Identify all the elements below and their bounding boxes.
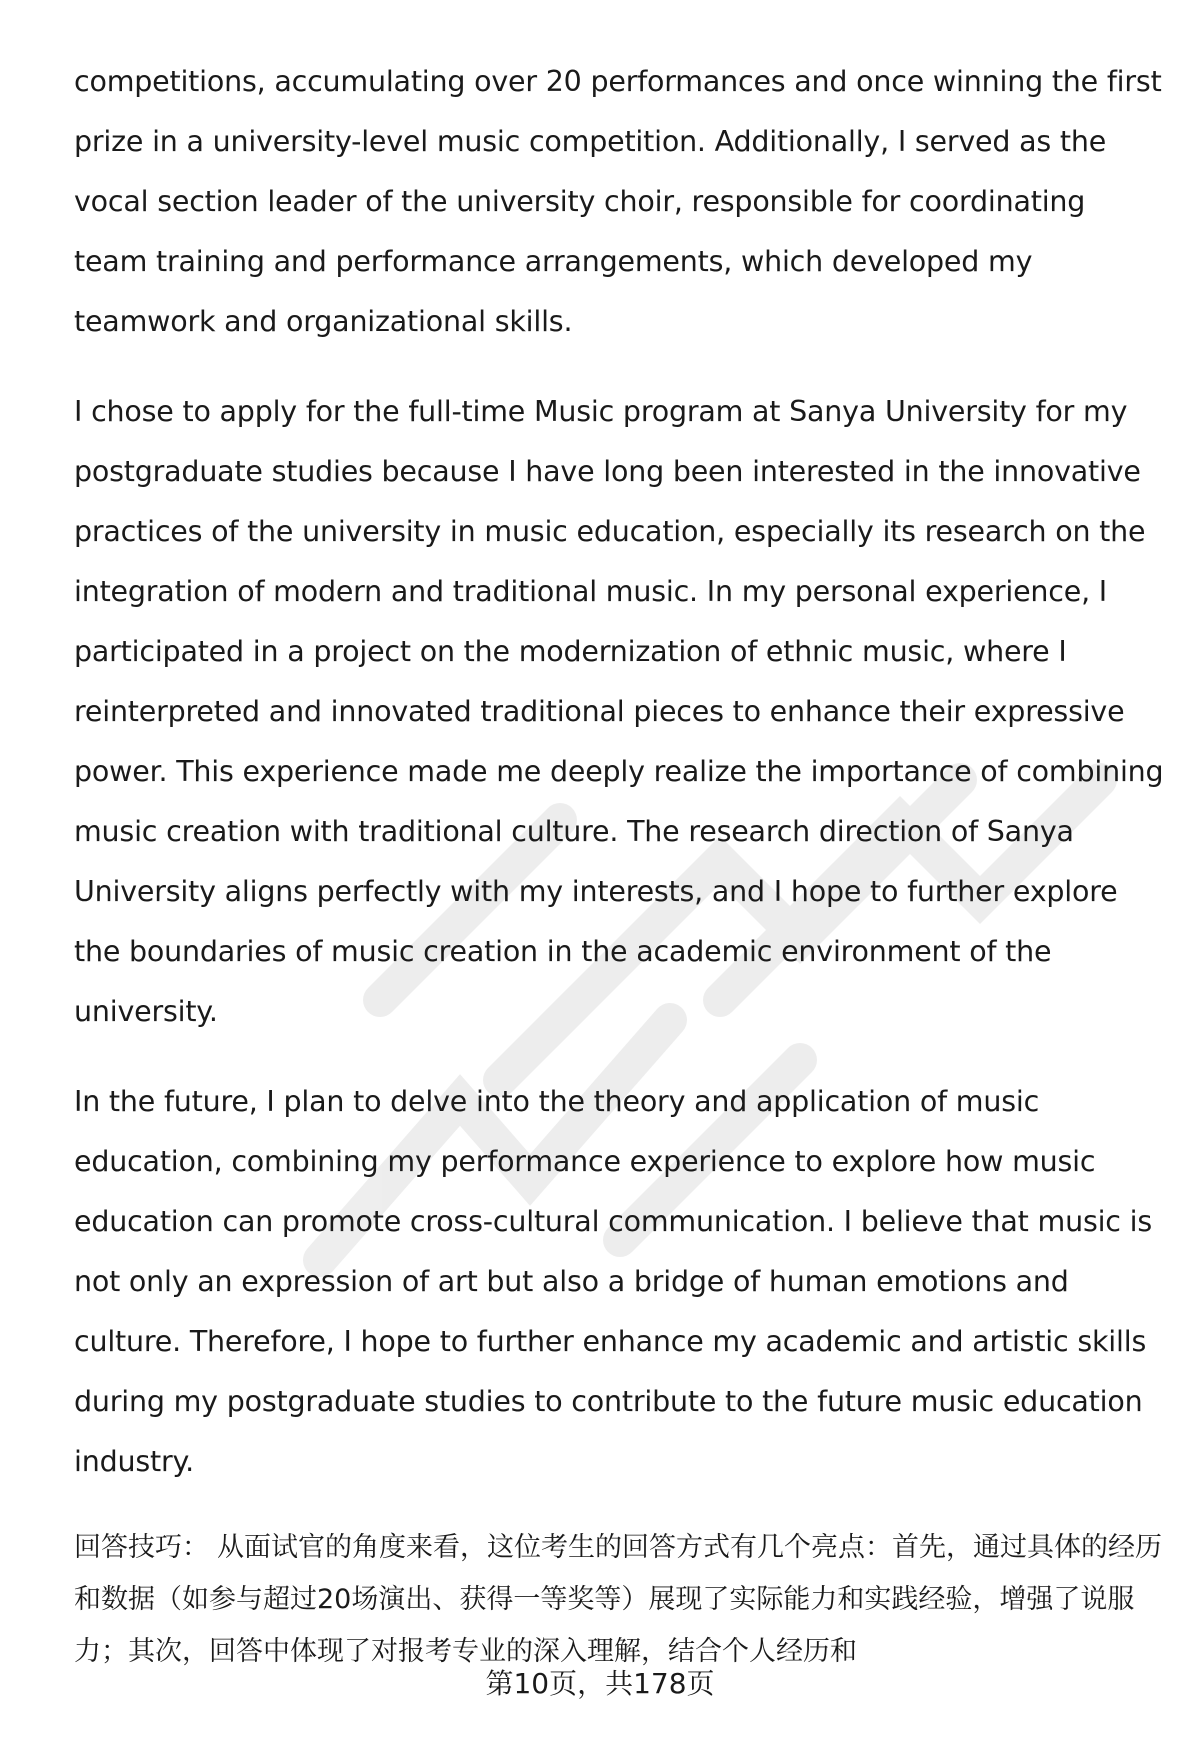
answer-tip-label: 回答技巧： xyxy=(74,1532,209,1563)
answer-tip-text: 从面试官的角度来看，这位考生的回答方式有几个亮点：首先，通过具体的经历和数据（如参与超过20场演出、获得一等奖等）展现了实际能力和实践经验，增强了说服力；其次，回答中体现了对报考专业的深入理解，结合个人经历和 xyxy=(74,1532,1162,1667)
document-body xyxy=(74,52,1164,1678)
answer-tip xyxy=(74,1522,1164,1678)
paragraph: In the future, I plan to delve into the theory and application of music education, combining my performance experience to explore how music education can promote cross-cultural communication. I believe that music is not only an expression of art but also a bridge of human emotions and culture. Therefore, I hope to further enhance my academic and artistic skills during my postgraduate studies to contribute to the future music education industry. xyxy=(74,1085,1153,1478)
page-number: 第10页，共178页 xyxy=(485,1667,715,1700)
paragraph: competitions, accumulating over 20 performances and once winning the first prize in a university-level music competition. Additionally, I served as the vocal section leader of the university choir, responsible for coordinating team training and performance arrangements, which developed my teamwork and organizational skills. xyxy=(74,65,1162,338)
paragraph: I chose to apply for the full-time Music program at Sanya University for my postgraduate studies because I have long been interested in the innovative practices of the university in music education, especially its research on the integration of modern and traditional music. In my personal experience, I participated in a project on the modernization of ethnic music, where I reinterpreted and innovated traditional pieces to enhance their expressive power. This experience made me deeply realize the importance of combining music creation with traditional culture. The research direction of Sanya University aligns perfectly with my interests, and I hope to further explore the boundaries of music creation in the academic environment of the university. xyxy=(74,395,1164,1028)
